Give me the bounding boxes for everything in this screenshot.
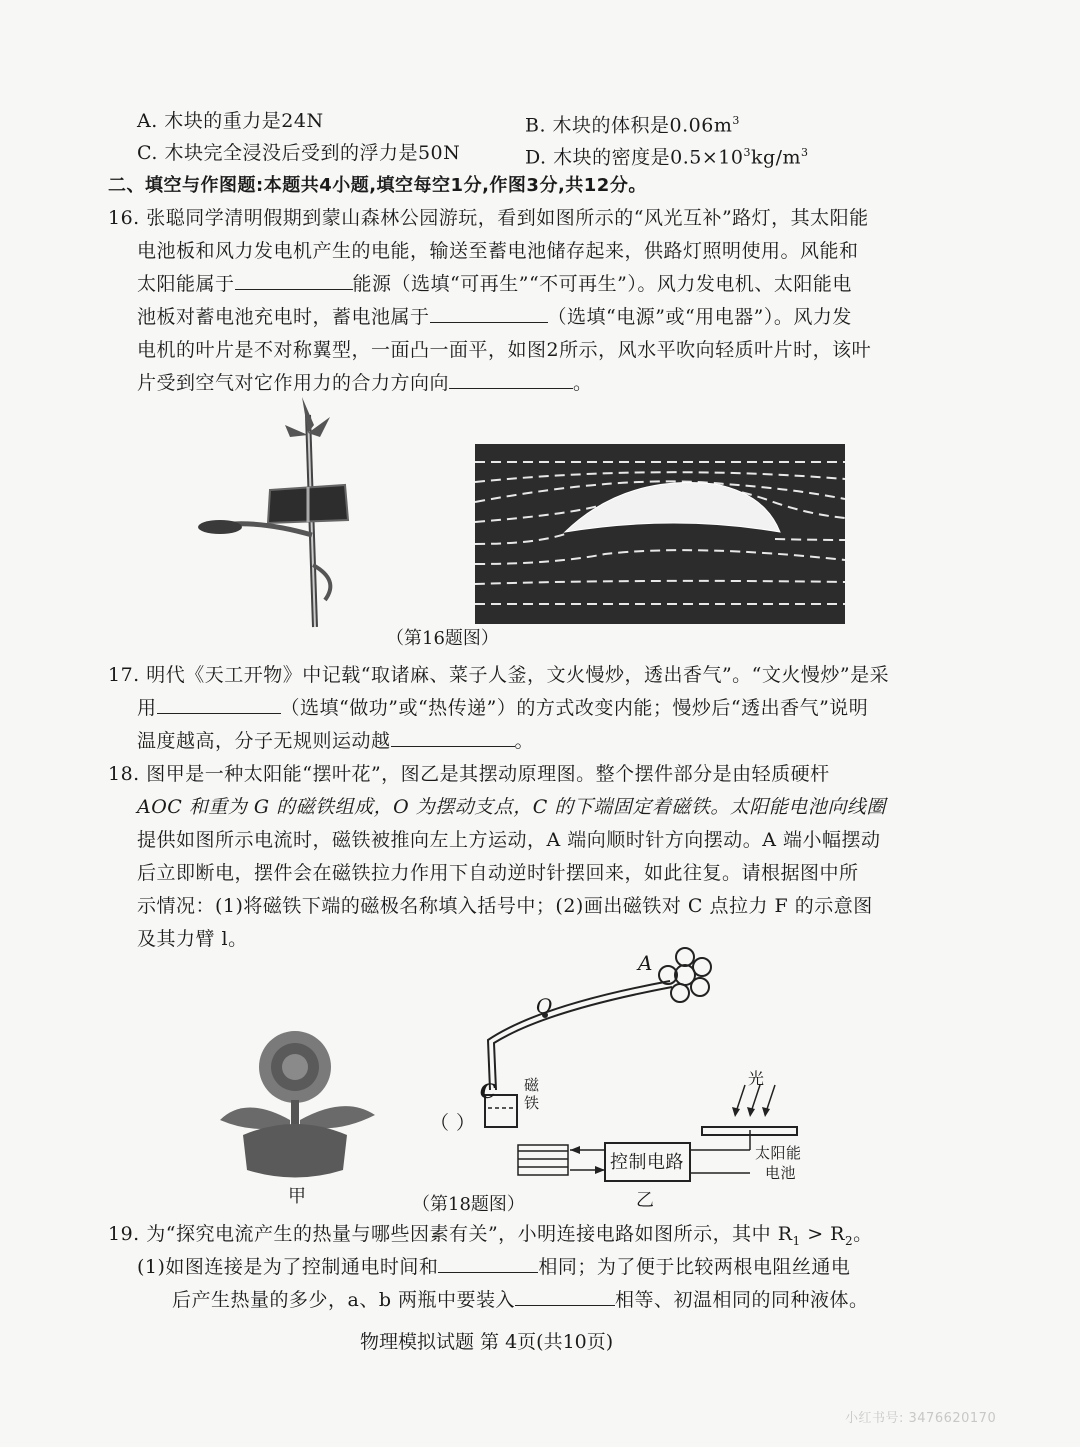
q16-line3-b: 能源（选填“可再生”“不可再生”）。风力发电机、太阳能电 xyxy=(352,273,852,295)
q18-line2: AOC 和重为 G 的磁铁组成，O 为摆动支点，C 的下端固定着磁铁。太阳能电池向线圈 xyxy=(137,796,886,818)
q18-line4: 后立即断电，摆件会在磁铁拉力作用下自动逆时针摆回来，如此往复。请根据图中所 xyxy=(137,862,859,884)
q16-line4-b: （选填“电源”或“用电器”）。风力发 xyxy=(547,306,852,328)
q16-line6-b: 。 xyxy=(573,372,593,394)
q18-line6: 及其力臂 l。 xyxy=(137,928,248,950)
label-o: O xyxy=(536,994,553,1018)
q16-blank2[interactable] xyxy=(430,306,548,323)
q18-line3: 提供如图所示电流时，磁铁被推向左上方运动，A 端向顺时针方向摆动。A 端小幅摆动 xyxy=(137,829,881,851)
q16-blank1[interactable] xyxy=(235,273,353,290)
q18-caption: （第18题图） xyxy=(412,1194,525,1215)
option-d-unit: kg/m xyxy=(750,146,802,169)
q17-line2-b: （选填“做功”或“热传递”）的方式改变内能；慢炒后“透出香气”说明 xyxy=(280,697,869,719)
q16-line6-a: 片受到空气对它作用力的合力方向向 xyxy=(137,372,450,394)
q19-line1 xyxy=(108,1223,873,1252)
option-b-sup: 3 xyxy=(732,114,740,127)
q19-line1-a: 19. 为“探究电流产生的热量与哪些因素有关”，小明连接电路如图所示，其中 R xyxy=(108,1223,793,1245)
label-a: A xyxy=(638,951,653,975)
q17-blank1[interactable] xyxy=(157,697,281,714)
q18-line1: 18. 图甲是一种太阳能“摆叶花”，图乙是其摆动原理图。整个摆件部分是由轻质硬杆 xyxy=(108,763,830,785)
option-c: C. 木块完全浸没后受到的浮力是50N xyxy=(137,142,461,164)
q16-line3-a: 太阳能属于 xyxy=(137,273,235,295)
q17-line3 xyxy=(137,730,534,752)
q19-line3-b: 相等、初温相同的同种液体。 xyxy=(615,1289,869,1311)
q17-line2 xyxy=(137,697,868,719)
solar-label: 太阳能 xyxy=(755,1144,802,1162)
q19-line2 xyxy=(137,1256,850,1278)
option-b-text: B. 木块的体积是0.06m xyxy=(525,114,733,137)
q16-line6 xyxy=(137,372,593,394)
option-a: A. 木块的重力是24N xyxy=(137,110,324,132)
q19-blank1[interactable] xyxy=(438,1256,538,1273)
swinging-flower-figure xyxy=(215,1025,385,1195)
q17-line1: 17. 明代《天工开物》中记载“取诸麻、菜子人釜，文火慢炒，透出香气”。“文火慢炒”是采 xyxy=(108,664,890,686)
q17-line3-b: 。 xyxy=(514,730,535,752)
q16-line4 xyxy=(137,306,852,328)
figure-jia-label: 甲 xyxy=(288,1186,306,1207)
wind-solar-lamp-figure xyxy=(190,395,360,635)
q16-line5: 电机的叶片是不对称翼型，一面凸一面平，如图2所示，风水平吹向轻质叶片时，该叶 xyxy=(137,339,872,361)
q16-line4-a: 池板对蓄电池充电时，蓄电池属于 xyxy=(137,306,430,328)
q18-line5: 示情况：(1)将磁铁下端的磁极名称填入括号中；(2)画出磁铁对 C 点拉力 F 的示意图 xyxy=(137,895,873,917)
q17-line2-a: 用 xyxy=(137,697,157,719)
label-c: C xyxy=(480,1079,497,1103)
option-b xyxy=(525,110,740,136)
q19-line1-c: 。 xyxy=(853,1223,873,1245)
section-heading: 二、填空与作图题:本题共4小题,填空每空1分,作图3分,共12分。 xyxy=(108,175,647,196)
principle-diagram xyxy=(430,945,810,1185)
q19-line2-b: 相同；为了便于比较两根电阻丝通电 xyxy=(538,1256,851,1278)
q19-blank2[interactable] xyxy=(515,1289,615,1306)
option-d-text: D. 木块的密度是0.5×10 xyxy=(525,146,744,169)
airfoil-figure xyxy=(475,444,845,624)
watermark: 小红书号: 3476620170 xyxy=(845,1411,997,1426)
option-d-sup2: 3 xyxy=(801,146,809,159)
light-label: 光 xyxy=(748,1069,765,1088)
q19-line3-a: 后产生热量的多少，a、b 两瓶中要装入 xyxy=(172,1289,516,1311)
q19-line2-a: (1)如图连接是为了控制通电时间和 xyxy=(137,1256,439,1278)
control-circuit-label: 控制电路 xyxy=(610,1152,684,1173)
q16-line2: 电池板和风力发电机产生的电能，输送至蓄电池储存起来，供路灯照明使用。风能和 xyxy=(137,240,859,262)
q19-sub2: 2 xyxy=(844,1233,854,1248)
q19-line3 xyxy=(172,1289,869,1311)
pole-answer-parens[interactable]: （ ） xyxy=(430,1112,476,1134)
q16-caption: （第16题图） xyxy=(386,628,499,649)
q17-line3-a: 温度越高，分子无规则运动越 xyxy=(137,730,391,752)
q16-line3 xyxy=(137,273,852,295)
option-d xyxy=(525,142,809,168)
q16-line1: 16. 张聪同学清明假期到蒙山森林公园游玩，看到如图所示的“风光互补”路灯，其太阳能 xyxy=(108,207,869,229)
solar-label-2: 电池 xyxy=(765,1164,797,1182)
q19-line1-b: > R xyxy=(800,1223,845,1245)
page-footer: 物理模拟试题 第 4页(共10页) xyxy=(360,1331,614,1353)
q19-sub1: 1 xyxy=(792,1233,801,1248)
q17-blank2[interactable] xyxy=(391,730,515,747)
figure-yi-label: 乙 xyxy=(636,1190,654,1211)
q16-blank3[interactable] xyxy=(449,372,573,389)
option-d-sup: 3 xyxy=(743,146,751,159)
magnet-label: 磁铁 xyxy=(524,1076,540,1112)
